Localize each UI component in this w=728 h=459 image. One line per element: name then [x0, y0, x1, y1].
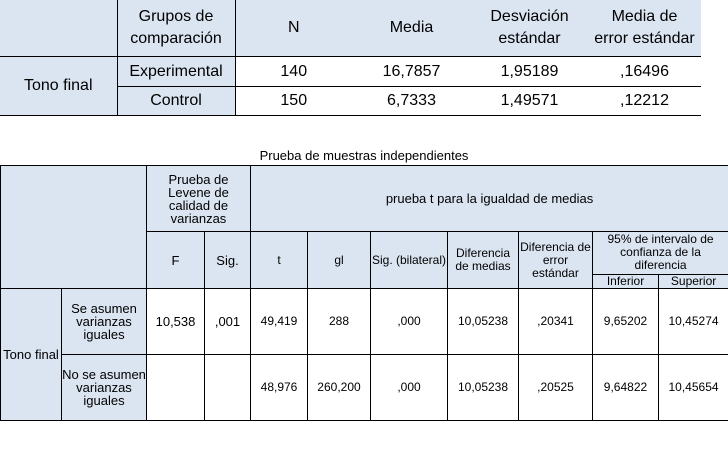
header-superior: Superior [670, 274, 717, 288]
header-confidence-interval [593, 232, 728, 289]
header-grupos-line2: comparación [130, 30, 222, 47]
superior-cell: 10,45274 [659, 289, 728, 355]
header-t: t [251, 232, 308, 289]
header-error-line2: error estándar [594, 30, 695, 47]
desviacion-cell: 1,95189 [471, 57, 588, 87]
group-cell: Control [117, 87, 235, 116]
header-diferencia-medias: Diferencia de medias [448, 232, 519, 289]
n-cell: 140 [235, 57, 352, 87]
group-statistics-table [0, 0, 701, 116]
corner-cell [0, 0, 117, 57]
gl-cell: 260,200 [308, 355, 371, 421]
table-caption: Prueba de muestras independientes [259, 148, 469, 163]
desviacion-cell: 1,49571 [471, 87, 588, 116]
header-inferior: Inferior [593, 275, 659, 288]
row-sublabel: No se asumen varianzas iguales [62, 355, 147, 421]
header-ic-bounds [593, 274, 728, 288]
diferencia-medias-cell: 10,05238 [448, 289, 519, 355]
gl-cell: 288 [308, 289, 371, 355]
row-sublabel: Se asumen varianzas iguales [62, 289, 147, 355]
header-grupos [117, 0, 235, 57]
t-cell: 49,419 [251, 289, 308, 355]
error-cell: ,12212 [588, 87, 701, 116]
t-cell: 48,976 [251, 355, 308, 421]
header-ic-label: 95% de intervalo de confianza de la diferencia [607, 232, 714, 272]
inferior-cell: 9,64822 [593, 355, 659, 421]
header-desviacion [471, 0, 588, 57]
sig-cell: ,001 [205, 289, 251, 355]
f-cell: 10,538 [147, 289, 205, 355]
error-cell: ,16496 [588, 57, 701, 87]
diferencia-error-cell: ,20525 [519, 355, 593, 421]
header-n: N [235, 0, 352, 57]
row-label-tono-final: Tono final [0, 57, 117, 116]
header-f: F [147, 232, 205, 289]
table-row [0, 57, 701, 87]
n-cell: 150 [235, 87, 352, 116]
header-row-1 [1, 166, 728, 232]
superior-cell: 10,45654 [659, 355, 728, 421]
media-cell: 16,7857 [352, 57, 471, 87]
sig-bilateral-cell: ,000 [371, 289, 448, 355]
header-media: Media [352, 0, 471, 57]
group-statistics-header-row [0, 0, 701, 57]
header-error [588, 0, 701, 57]
header-grupos-line1: Grupos de [138, 8, 214, 25]
header-desviacion-line2: estándar [498, 30, 561, 47]
sig-bilateral-cell: ,000 [371, 355, 448, 421]
diferencia-medias-cell: 10,05238 [448, 355, 519, 421]
f-cell [147, 355, 205, 421]
row-label-tono-final: Tono final [1, 289, 62, 421]
diferencia-error-cell: ,20341 [519, 289, 593, 355]
corner-cell [1, 166, 147, 289]
header-desviacion-line1: Desviación [490, 8, 569, 25]
header-levene: Prueba de Levene de calidad de varianzas [147, 166, 251, 232]
header-diferencia-error: Diferencia de error estándar [519, 232, 593, 289]
header-sig: Sig. [205, 232, 251, 289]
sig-cell [205, 355, 251, 421]
header-gl: gl [308, 232, 371, 289]
media-cell: 6,7333 [352, 87, 471, 116]
table-row [1, 355, 728, 421]
header-error-line1: Media de [611, 8, 678, 25]
independent-samples-test-table [0, 165, 728, 421]
header-sig-bilateral: Sig. (bilateral) [371, 232, 448, 289]
inferior-cell: 9,65202 [593, 289, 659, 355]
header-ttest: prueba t para la igualdad de medias [251, 166, 728, 232]
group-cell: Experimental [117, 57, 235, 87]
table-row [1, 289, 728, 355]
